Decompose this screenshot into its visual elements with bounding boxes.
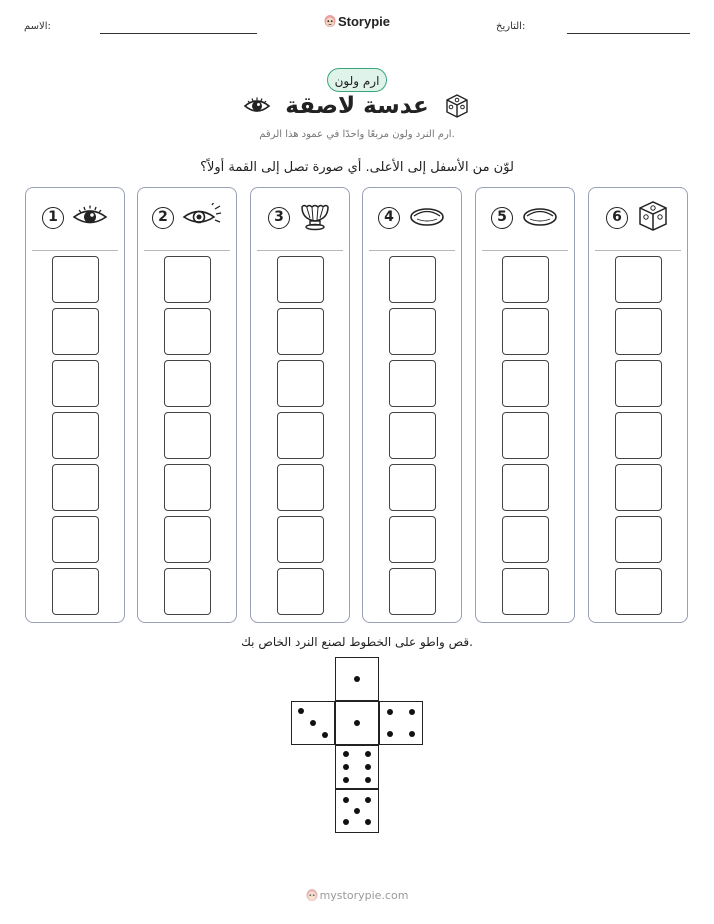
dice-pip bbox=[409, 731, 415, 737]
dice-pip bbox=[365, 764, 371, 770]
color-square[interactable] bbox=[502, 308, 549, 355]
dice-pip bbox=[343, 764, 349, 770]
color-square[interactable] bbox=[389, 412, 436, 459]
color-square[interactable] bbox=[389, 360, 436, 407]
color-square[interactable] bbox=[502, 360, 549, 407]
color-square[interactable] bbox=[389, 308, 436, 355]
date-line[interactable] bbox=[567, 33, 690, 34]
color-square[interactable] bbox=[502, 256, 549, 303]
color-square[interactable] bbox=[389, 256, 436, 303]
column-header bbox=[138, 200, 236, 236]
color-square[interactable] bbox=[52, 516, 99, 563]
column-divider bbox=[369, 250, 455, 251]
lens-case-icon bbox=[298, 201, 332, 235]
storypie-mascot-icon bbox=[324, 14, 336, 28]
color-square[interactable] bbox=[277, 308, 324, 355]
column-divider bbox=[144, 250, 230, 251]
color-square[interactable] bbox=[277, 256, 324, 303]
dice-face-3 bbox=[291, 701, 335, 745]
brand-logo bbox=[0, 14, 714, 29]
dice-pip bbox=[343, 797, 349, 803]
winking-eye-icon bbox=[182, 203, 222, 233]
color-square[interactable] bbox=[615, 360, 662, 407]
color-square[interactable] bbox=[52, 360, 99, 407]
dice-face-1 bbox=[335, 657, 379, 701]
color-square[interactable] bbox=[389, 516, 436, 563]
dice-pip bbox=[365, 819, 371, 825]
color-square[interactable] bbox=[615, 256, 662, 303]
dice-pip bbox=[387, 731, 393, 737]
dice-pip bbox=[354, 808, 360, 814]
color-square[interactable] bbox=[615, 308, 662, 355]
color-square[interactable] bbox=[52, 568, 99, 615]
column-3 bbox=[250, 187, 350, 623]
eye-icon bbox=[243, 95, 271, 117]
dice-pip bbox=[365, 751, 371, 757]
cut-instruction: قص واطو على الخطوط لصنع النرد الخاص بك. bbox=[241, 635, 473, 649]
name-line[interactable] bbox=[100, 33, 257, 34]
dice-pip bbox=[343, 777, 349, 783]
dice-face-1 bbox=[335, 701, 379, 745]
column-2 bbox=[137, 187, 237, 623]
dice-pip bbox=[365, 777, 371, 783]
color-square[interactable] bbox=[615, 464, 662, 511]
column-header bbox=[363, 200, 461, 236]
eye-icon bbox=[72, 203, 108, 233]
column-divider bbox=[482, 250, 568, 251]
color-square[interactable] bbox=[277, 516, 324, 563]
subtitle: ارم النرد ولون مربعًا واحدًا في عمود هذا الرقم. bbox=[259, 129, 455, 140]
color-square[interactable] bbox=[164, 464, 211, 511]
color-square[interactable] bbox=[502, 516, 549, 563]
footer bbox=[0, 888, 714, 902]
column-divider bbox=[257, 250, 343, 251]
instruction-text: لوّن من الأسفل إلى الأعلى. أي صورة تصل إلى القمة أولاً؟ bbox=[200, 160, 514, 175]
column-header bbox=[476, 200, 574, 236]
column-number: 2 bbox=[152, 207, 174, 229]
column-number: 6 bbox=[606, 207, 628, 229]
dice-face-4 bbox=[379, 701, 423, 745]
dice-pip bbox=[354, 676, 360, 682]
color-square[interactable] bbox=[164, 256, 211, 303]
dice-icon bbox=[443, 92, 471, 120]
color-square[interactable] bbox=[52, 256, 99, 303]
dice-pip bbox=[354, 720, 360, 726]
column-number: 1 bbox=[42, 207, 64, 229]
column-4 bbox=[362, 187, 462, 623]
brand-name: Storypie bbox=[337, 14, 390, 29]
dice-pip bbox=[343, 751, 349, 757]
color-square[interactable] bbox=[615, 412, 662, 459]
activity-badge: ارم ولون bbox=[327, 68, 387, 92]
column-6 bbox=[588, 187, 688, 623]
color-square[interactable] bbox=[615, 568, 662, 615]
color-square[interactable] bbox=[164, 516, 211, 563]
color-square[interactable] bbox=[164, 360, 211, 407]
footer-url: mystorypie.com bbox=[319, 889, 409, 902]
column-header bbox=[26, 200, 124, 236]
column-header bbox=[589, 200, 687, 236]
column-1 bbox=[25, 187, 125, 623]
color-square[interactable] bbox=[164, 412, 211, 459]
dice-pip bbox=[365, 797, 371, 803]
dice-pip bbox=[387, 709, 393, 715]
date-label: التاريخ: bbox=[496, 21, 526, 32]
color-square[interactable] bbox=[164, 308, 211, 355]
dice-face-6 bbox=[335, 745, 379, 789]
color-square[interactable] bbox=[502, 568, 549, 615]
color-square[interactable] bbox=[277, 360, 324, 407]
color-square[interactable] bbox=[277, 568, 324, 615]
storypie-mascot-icon bbox=[306, 888, 318, 902]
dice-pip bbox=[322, 732, 328, 738]
dice-face-5 bbox=[335, 789, 379, 833]
color-square[interactable] bbox=[389, 568, 436, 615]
column-number: 3 bbox=[268, 207, 290, 229]
dice-pip bbox=[298, 708, 304, 714]
dice-pip bbox=[310, 720, 316, 726]
dice-pip bbox=[343, 819, 349, 825]
color-square[interactable] bbox=[615, 516, 662, 563]
contact-lens-icon bbox=[408, 203, 446, 233]
column-number: 4 bbox=[378, 207, 400, 229]
column-number: 5 bbox=[491, 207, 513, 229]
color-square[interactable] bbox=[52, 464, 99, 511]
name-label: الاسم: bbox=[24, 21, 51, 32]
column-divider bbox=[32, 250, 118, 251]
color-square[interactable] bbox=[502, 412, 549, 459]
color-square[interactable] bbox=[164, 568, 211, 615]
contact-lens-icon bbox=[521, 203, 559, 233]
title-text: عدسة لاصقة bbox=[285, 93, 429, 119]
color-square[interactable] bbox=[389, 464, 436, 511]
dice-icon bbox=[636, 199, 670, 237]
column-5 bbox=[475, 187, 575, 623]
color-square[interactable] bbox=[277, 412, 324, 459]
column-divider bbox=[595, 250, 681, 251]
color-square[interactable] bbox=[52, 412, 99, 459]
column-header bbox=[251, 200, 349, 236]
page-title bbox=[0, 92, 714, 120]
color-square[interactable] bbox=[502, 464, 549, 511]
dice-pip bbox=[409, 709, 415, 715]
color-square[interactable] bbox=[52, 308, 99, 355]
color-square[interactable] bbox=[277, 464, 324, 511]
